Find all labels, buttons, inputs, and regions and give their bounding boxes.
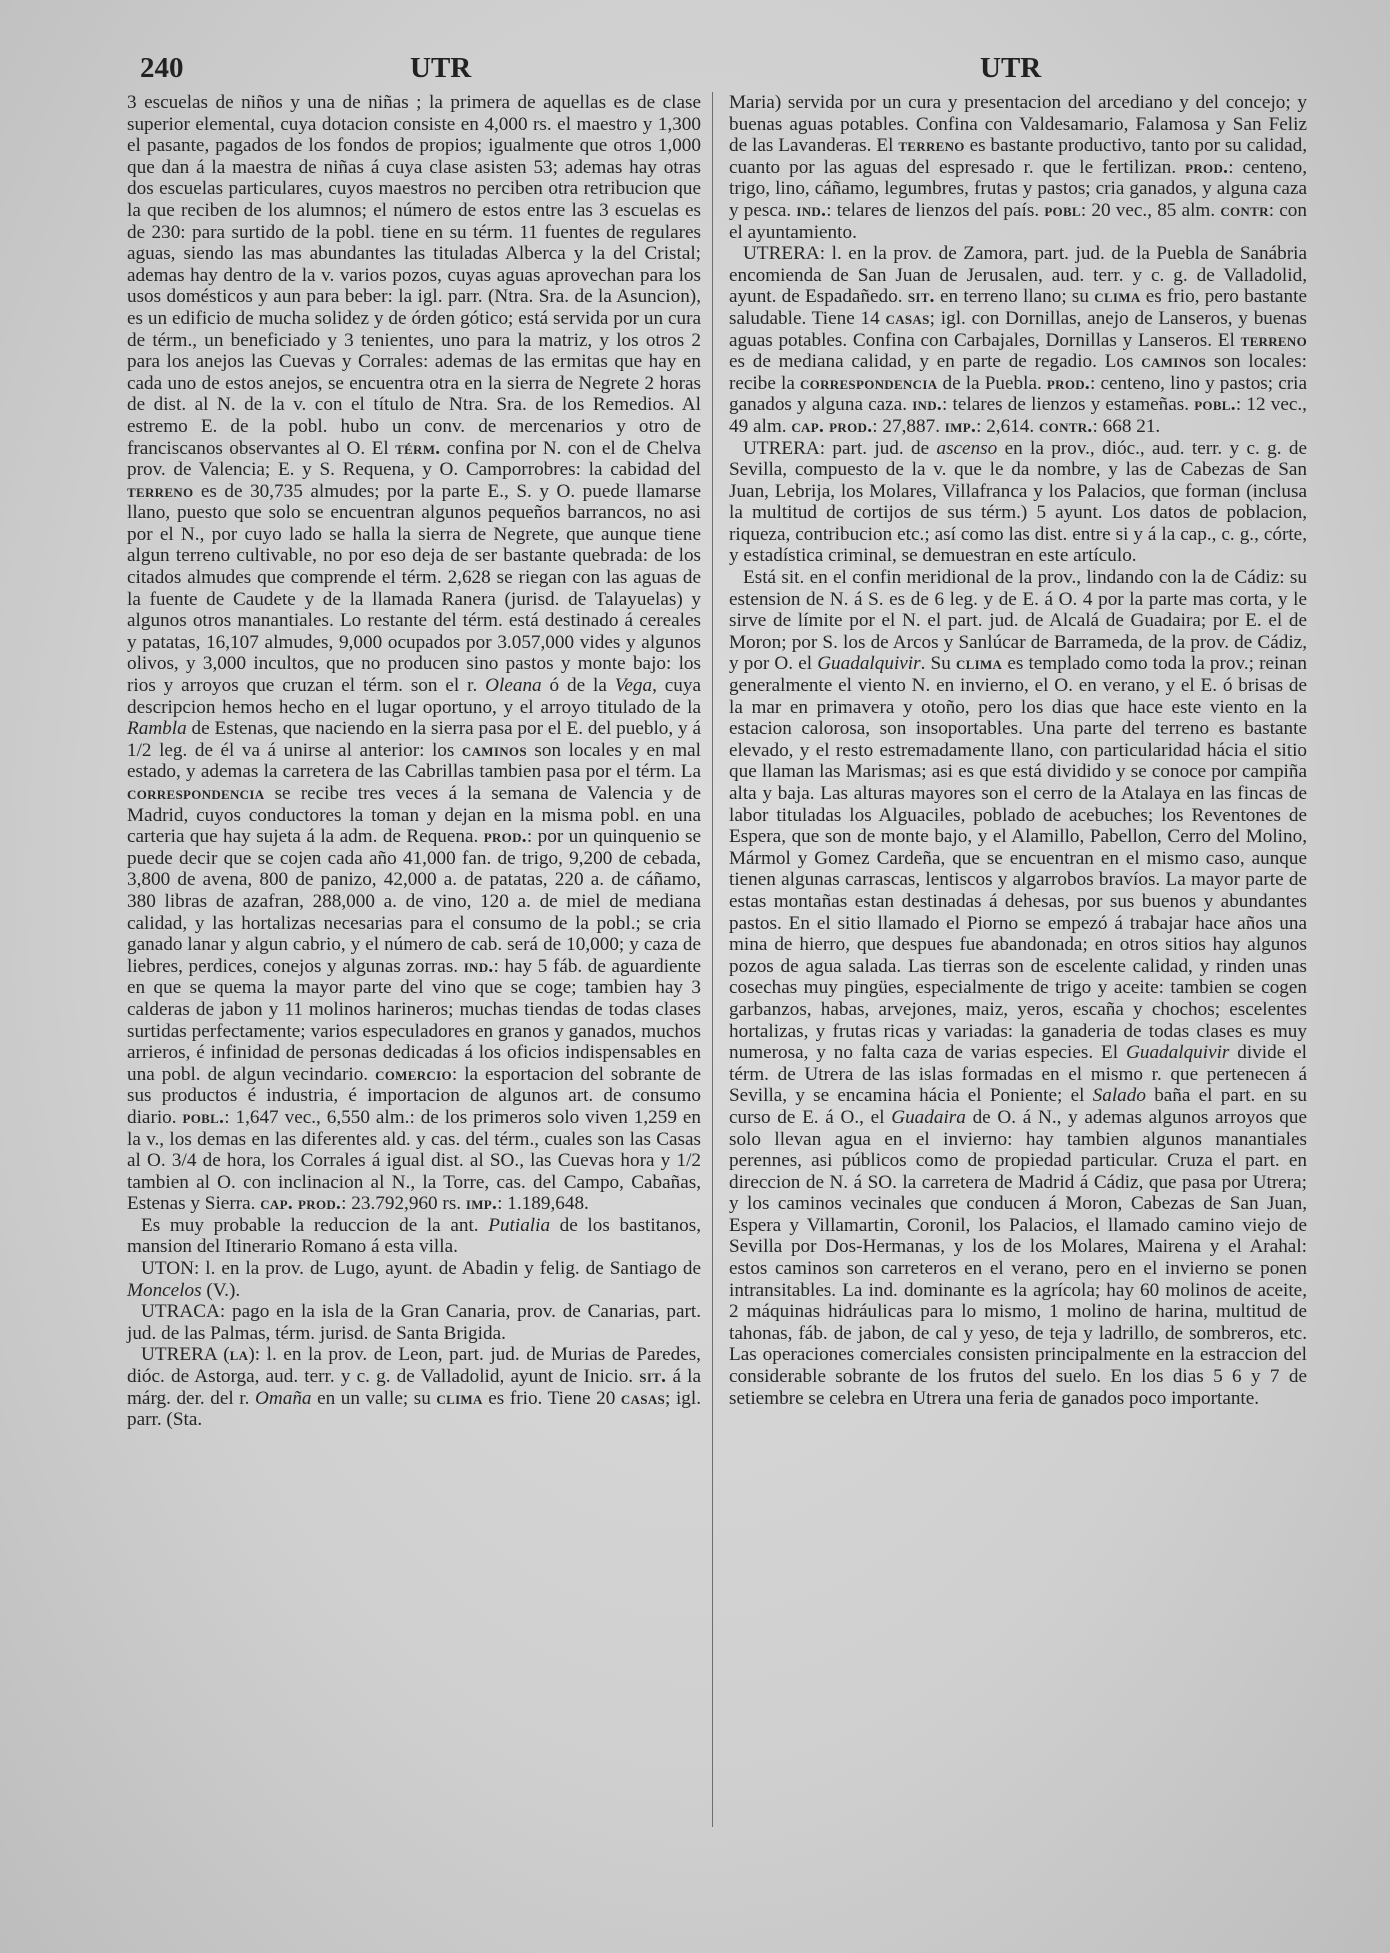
- text-run: : 1,647 vec., 6,550 alm.: de los primeros solo viven 1,259 en la v., los demas en las diferentes ald. y cas. del térm., cuales son las Casas al O. 3/4 de hora, los Corrales á igual dist. al SO., las Cuevas hora y 1/2 tambien al O. con inclinacion al N., la Torre, cas. del Campo, Cabañas, Estenas y Sierra.: [127, 1106, 701, 1215]
- paragraph-putialia: [127, 1215, 701, 1258]
- right-column: [729, 92, 1307, 1409]
- text-run: es bastante productivo, tanto por su calidad, cuanto por las aguas del espresado r. que le fertilizan.: [729, 135, 1307, 178]
- italic-term: Guadalquivir: [1126, 1042, 1230, 1064]
- small-caps-term: prod.: [483, 826, 527, 848]
- text-run: : centeno, lino y pastos; cria ganados y alguna caza.: [729, 372, 1307, 416]
- small-caps-term: imp.: [465, 1193, 498, 1215]
- column-divider: [712, 92, 713, 1827]
- small-caps-term: contr.: [1038, 415, 1093, 437]
- text-run: es frio. Tiene 20: [482, 1387, 621, 1409]
- text-run: : 27,887.: [872, 415, 945, 437]
- italic-term: Rambla: [127, 718, 187, 740]
- small-caps-term: terreno: [127, 480, 194, 502]
- text-run: en la prov., dióc., aud. terr. y c. g. de Sevilla, compuesto de la v. que le da nombre, y las de Cabezas de San Juan, Lebrija, los Molares, Villafranca y los Palacios, que forman (inclusa la multitud de cortijos de sus térm.) 5 ayunt. Los datos de poblacion, riqueza, contribucion etc.; así como las dist. entre si y á la cap., c. g., córte, y estadística criminal, se demuestran en este artículo.: [729, 437, 1307, 567]
- text-run: es de mediana calidad, y en parte de regadio. Los: [729, 351, 1142, 373]
- left-column: [127, 92, 701, 1431]
- italic-term: Moncelos: [127, 1279, 202, 1301]
- text-run: son locales: recibe la: [729, 351, 1307, 394]
- text-run: : centeno, trigo, lino, cáñamo, legumbres, frutas y pastos; cria ganados, y alguna caza y pesca.: [729, 156, 1307, 221]
- small-caps-term: terreno: [1240, 329, 1307, 351]
- text-run: : 668 21.: [1092, 415, 1161, 437]
- small-caps-term: cap. prod.: [260, 1193, 342, 1215]
- text-run: UTRERA: part. jud. de: [743, 437, 937, 459]
- text-run: se recibe tres veces á la semana de Valencia y de Madrid, cuyos conductores la toman y dejan en la misma pobl. en una carteria que hay sujeta á la adm. de Requena.: [127, 783, 701, 848]
- small-caps-term: casas: [885, 307, 930, 329]
- paragraph-requena-continuation: [127, 92, 701, 1215]
- entry-uton: [127, 1258, 701, 1301]
- italic-term: Putialia: [488, 1214, 551, 1236]
- text-run: Es muy probable la reduccion de la ant.: [141, 1214, 489, 1236]
- text-run: : 23.792,960 rs.: [341, 1193, 466, 1215]
- text-run: ó de la: [541, 675, 615, 697]
- text-run: Maria) servida por un cura y presentacion del arcediano y del concejo; y buenas aguas potables. Confina con Valdesamario, Falamosa y San Feliz de las Lavanderas. El: [729, 92, 1307, 157]
- text-run: de O. á N., y ademas algunos arroyos que solo llevan agua en el invierno: hay tambien algunos manantiales perennes, asi públicos como de propiedad particular. Cruza el part. en direccion de N. á SO. la carretera de Madrid á Cádiz, que pasa por Utrera; y los caminos vecinales que conducen á Moron, Cabezas de San Juan, Espera y Villamartin, Coronil, los Palacios, el llamado camino viejo de Sevilla por Dos-Hermanas, y los de los Molares, Mairena y el Arahal: estos caminos son carreteros en el verano, pero en el invierno se ponen intransitables. La ind. dominante es la agrícola; hay 60 molinos de aceite, 2 máquinas hidráulicas para lo mismo, 1 molino de harina, multitud de tahonas, fáb. de jabon, de cal y yeso, de teja y ladrillo, de sombreros, etc. Las operaciones comerciales consisten principalmente en la estraccion del considerable sobrante de los frutos del suelo. En los dias 5 6 y 7 de setiembre se celebra en Utrera una feria de ganados poco importante.: [729, 1106, 1307, 1409]
- text-run: ): l. en la prov. de Leon, part. jud. de Murias de Paredes, dióc. de Astorga, aud. terr. y c. g. de Valladolid, ayunt de Inicio.: [127, 1344, 701, 1388]
- text-run: en terreno llano; su: [934, 286, 1095, 308]
- text-run: en un valle; su: [311, 1387, 437, 1409]
- small-caps-term: correspondencia: [799, 372, 938, 394]
- text-run: de la Puebla.: [937, 372, 1047, 394]
- text-run: á la márg. der. del r.: [127, 1366, 701, 1409]
- small-caps-term: caminos: [1141, 351, 1207, 373]
- text-run: UTRACA: pago en la isla de la Gran Canaria, prov. de Canarias, part. jud. de las Palmas, térm. jurisd. de Santa Brigida.: [127, 1301, 701, 1344]
- text-run: : hay 5 fáb. de aguardiente en que se quema la mayor parte del vino que se coge; tambien hay 3 calderas de jabon y 11 molinos harineros; muchas tiendas de todas clases surtidas perfectamente; varios especuladores en granos y ganados, muchos arrieros, é infinidad de personas dedicadas á los oficios indispensables en una pobl. de algun vecindario.: [127, 955, 701, 1085]
- text-run: baña el part. en su curso de E. á O., el: [729, 1085, 1307, 1128]
- text-run: : 12 vec., 49 alm.: [729, 394, 1307, 437]
- small-caps-term: clima: [955, 653, 1003, 675]
- text-run: : telares de lienzos del país.: [826, 199, 1045, 221]
- right-running-head: UTR: [980, 52, 1042, 84]
- text-run: , cuya descripcion hemos hecho en el lugar oportuno, y el arroyo titulado de la: [127, 675, 701, 718]
- small-caps-term: correspondencia: [127, 783, 265, 804]
- small-caps-term: pobl.: [1194, 394, 1236, 416]
- text-run: son locales y en mal estado, y ademas la carretera de las Cabrillas tambien pasa por el térm. La: [127, 739, 701, 783]
- italic-term: Oleana: [485, 675, 542, 697]
- text-run: : con el ayuntamiento.: [729, 199, 1307, 243]
- small-caps-term: la: [229, 1344, 249, 1366]
- paragraph-utrera-description: [729, 567, 1307, 1409]
- text-run: confina por N. con el de Chelva prov. de Valencia; E. y S. Requena, y O. Camporrobres: la cabidad del: [127, 437, 701, 481]
- text-run: UTON: l. en la prov. de Lugo, ayunt. de Abadin y felig. de Santiago de: [141, 1258, 701, 1280]
- entry-utrera-la: [127, 1344, 701, 1430]
- small-caps-term: cap. prod.: [791, 415, 873, 437]
- text-run: es frio, pero bastante saludable. Tiene 14: [729, 286, 1307, 329]
- text-run: es de 30,735 almudes; por la parte E., S. y O. puede llamarse llano, puesto que solo se encuentran algunos pequeños barrancos, no asi por el N., por cuyo lado se halla la sierra de Negrete, que aunque tiene algun terreno cultivable, no por eso deja de ser bastante quebrada: de los citados almudes que comprende el térm. 2,628 se riegan con las aguas de la fuente de Caudete y de la llamada Ranera (jurisd. de Talayuelas) y algunos otros manantiales. Lo restante del térm. está destinado á cereales y patatas, 16,107 almudes, 9,000 ocupados por 3.057,000 vides y algunos olivos, y 3,000 incultos, que no producen sino pastos y monte bajo: los rios y arroyos que cruzan el térm. son el r.: [127, 480, 701, 697]
- left-running-head: UTR: [410, 52, 472, 84]
- italic-term: Omaña: [255, 1387, 312, 1409]
- text-run: : 20 vec., 85 alm.: [1080, 199, 1221, 221]
- text-run: : por un quinquenio se puede decir que se cojen cada año 41,000 fan. de trigo, 9,200 de cebada, 3,800 de avena, 800 de panizo, 42,000 a. de patatas, 220 a. de cáñamo, 380 libras de azafran, 288,000 a. de vino, 120 a. de miel de mediana calidad, y las hortalizas necesarias para el consumo de la pobl.; se cria ganado lanar y algun cabrio, y el número de cab. será de 10,000; y caza de liebres, perdices, conejos y algunas zorras.: [127, 826, 701, 977]
- small-caps-term: ind.: [912, 394, 943, 416]
- paragraph-utrera-leon-continuation: [729, 92, 1307, 243]
- small-caps-term: ind.: [796, 199, 827, 221]
- small-caps-term: casas: [620, 1387, 666, 1409]
- page-number: 240: [140, 52, 184, 84]
- text-run: Está sit. en el confin meridional de la prov., lindando con la de Cádiz: su estension de N. á S. es de 6 leg. y de E. á O. 4 por la parte mas corta, y le sirve de límite por el N. el part. jud. de Alcalá de Guadaira; por E. el de Moron; por S. los de Arcos y Sanlúcar de Barrameda, de la prov. de Cádiz, y por O. el: [729, 567, 1307, 675]
- text-run: : telares de lienzos y estameñas.: [942, 394, 1195, 416]
- small-caps-term: caminos: [461, 739, 527, 761]
- small-caps-term: pobl.: [182, 1106, 225, 1128]
- text-run: ; igl. con Dornillas, anejo de Lanseros, y buenas aguas potables. Confina con Carbajales, Dornillas y Lanseros. El: [729, 307, 1307, 351]
- running-header: [0, 52, 1390, 92]
- italic-term: Vega: [614, 675, 653, 697]
- text-run: de los bastitanos, mansion del Itinerario Romano á esta villa.: [127, 1214, 701, 1258]
- text-run: (V.).: [201, 1279, 241, 1301]
- small-caps-term: imp.: [944, 415, 977, 437]
- small-caps-term: prod.: [1046, 372, 1091, 394]
- text-run: : la esportacion del sobrante de sus productos é industria, é importacion de algunos art. de consumo diario.: [127, 1063, 701, 1128]
- text-run: 3 escuelas de niños y una de niñas ; la primera de aquellas es de clase superior elemental, cuya dotacion consiste en 4,000 rs. el maestro y 1,300 el pasante, pagados de los fondos de propios; igualmente que otros 1,000 que dan á la maestra de niñas á cuya clase asisten 53; ademas hay otras dos escuelas particulares, cuyos maestros no perciben otra retribucion que la que reciben de los alumnos; el número de estos entre las 3 escuelas es de 230: para surtido de la pobl. tiene en su térm. 11 fuentes de regulares aguas, siendo las mas abundantes las tituladas Alberca y la del Cristal; ademas hay dentro de la v. varios pozos, cuyas aguas aprovechan para los usos domésticos y aun para beber: la igl. parr. (Ntra. Sra. de la Asuncion), es un edificio de mucha solidez y de órden gótico; está servida por un cura de térm., un beneficiado y 3 tenientes, uno para la matriz, y los otros 2 para los anejos las Cuevas y Corrales: ademas de las ermitas que hay en cada uno de estos anejos, se encuentra otra en la sierra de Negrete 2 horas de dist. al N. de la v. con el título de Ntra. Sra. de los Remedios. Al estremo E. de la pobl. hubo un conv. de mercenarios y otro de franciscanos observantes al O. El: [127, 92, 701, 459]
- small-caps-term: comercio: [375, 1063, 452, 1085]
- italic-term: Guadalquivir: [817, 653, 921, 675]
- italic-term: Salado: [1092, 1085, 1146, 1107]
- small-caps-term: térm.: [395, 437, 441, 459]
- text-run: divide el térm. de Utrera de las islas formadas en el mismo r. que pertenecen á Sevilla, y se encamina hácia el Poniente; el: [729, 1042, 1307, 1107]
- text-run: es templado como toda la prov.; reinan generalmente el viento N. en invierno, el O. en verano, y el E. ó brisas de la mar en primavera y otoño, pero los dias que hace este viento en la estacion calorosa, son insoportables. Una parte del terreno es bastante elevado, y el resto estremadamente llano, con particularidad hácia el sitio que llaman las Marismas; asi es que está dividido y se conoce por campiña alta y baja. Las alturas mayores son el cerro de la Atalaya en las fincas de labor tituladas los Alguaciles, poblado de acebuches; los Reventones de Espera, que son de monte bajo, y el Alamillo, Pabellon, Cerro del Molino, Mármol y Gomez Cardeña, que se encuentran en el mismo caso, aunque tienen algunas carrascas, lentiscos y algarrobos bravíos. La mayor parte de estas montañas estan destinadas á dehesas, por sus buenos y abundantes pastos. En el sitio llamado el Piorno se empezó á trabajar hace años una mina de hierro, que despues fue abandonada; en otros sitios hay algunos pozos de agua salada. Las tierras son de escelente calidad, y rinden unas cosechas muy pingües, especialmente de trigo y aceite: tambien se cogen garbanzos, habas, arvejones, maiz, yeros, escaña y chochos; escelentes hortalizas, y frutas ricas y variadas: la ganaderia de todas clases es muy numerosa, y no falta caza de varias especies. El: [729, 653, 1308, 1064]
- text-run: UTRERA: l. en la prov. de Zamora, part. jud. de la Puebla de Sanábria encomienda de San Juan de Jerusalen, aud. terr. y c. g. de Valladolid, ayunt. de Espadañedo.: [729, 243, 1307, 308]
- entry-utrera-zamora: [729, 243, 1307, 437]
- small-caps-term: prod.: [1185, 156, 1229, 178]
- text-run: : 1.189,648.: [497, 1193, 589, 1215]
- entry-utrera-partido: [729, 438, 1307, 568]
- italic-term: ascenso: [936, 437, 998, 459]
- entry-utraca: [127, 1301, 701, 1344]
- small-caps-term: clima: [436, 1387, 483, 1409]
- text-run: ; igl. parr. (Sta.: [127, 1387, 702, 1431]
- small-caps-term: pobl: [1044, 199, 1081, 221]
- text-run: de Estenas, que naciendo en la sierra pasa por el E. del pueblo, y á 1/2 leg. de él va á unirse al anterior: los: [127, 718, 701, 761]
- small-caps-term: ind.: [463, 955, 494, 977]
- small-caps-term: sit.: [639, 1366, 667, 1388]
- italic-term: Guadaira: [891, 1106, 966, 1128]
- small-caps-term: contr: [1220, 199, 1269, 221]
- small-caps-term: sit.: [907, 286, 935, 308]
- text-run: . Su: [920, 653, 956, 675]
- text-run: : 2,614.: [976, 415, 1039, 437]
- small-caps-term: terreno: [898, 135, 965, 157]
- text-run: UTRERA (: [141, 1344, 230, 1366]
- small-caps-term: clima: [1094, 286, 1141, 308]
